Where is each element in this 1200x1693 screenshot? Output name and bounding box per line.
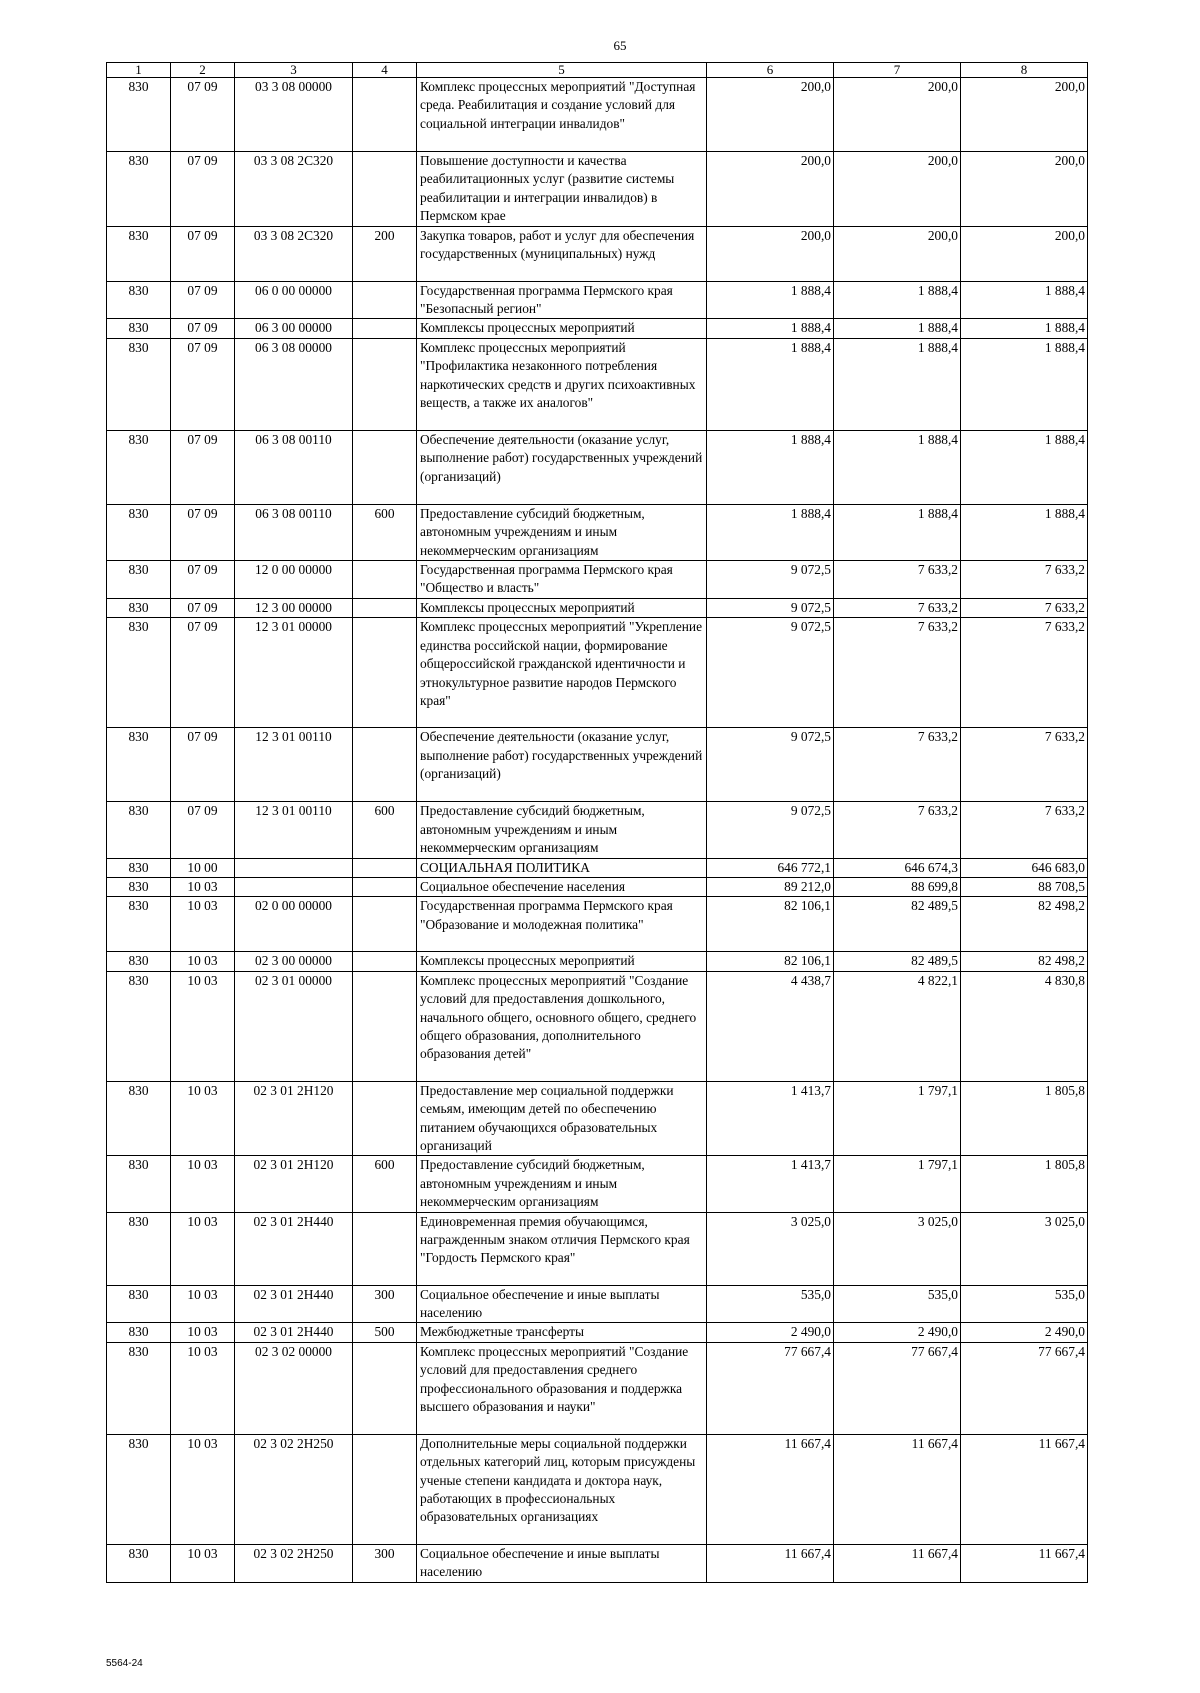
row-amount-col6: 1 888,4 [707, 319, 834, 338]
row-description: Обеспечение деятельности (оказание услуг, выполнение работ) государственных учреждений (организаций) [417, 728, 707, 802]
row-code-expense-type [353, 858, 417, 877]
row-code-section: 07 09 [171, 802, 235, 858]
row-code-admin: 830 [107, 728, 171, 802]
row-code-admin: 830 [107, 897, 171, 952]
table-row [107, 877, 1088, 896]
row-code-admin: 830 [107, 877, 171, 896]
header-row [107, 63, 1088, 78]
row-code-expense-type [353, 430, 417, 504]
row-amount-col8: 535,0 [961, 1285, 1088, 1323]
row-code-target: 02 3 00 00000 [235, 952, 353, 971]
table-row [107, 971, 1088, 1081]
row-code-section: 07 09 [171, 728, 235, 802]
row-amount-col7: 11 667,4 [834, 1544, 961, 1582]
row-code-section: 07 09 [171, 561, 235, 599]
column-header-7: 7 [834, 63, 961, 78]
row-amount-col6: 9 072,5 [707, 728, 834, 802]
table-row [107, 338, 1088, 430]
row-code-expense-type [353, 971, 417, 1081]
row-description: СОЦИАЛЬНАЯ ПОЛИТИКА [417, 858, 707, 877]
row-amount-col8: 82 498,2 [961, 952, 1088, 971]
row-code-expense-type [353, 152, 417, 227]
row-amount-col6: 77 667,4 [707, 1342, 834, 1434]
row-amount-col6: 11 667,4 [707, 1544, 834, 1582]
row-amount-col8: 82 498,2 [961, 897, 1088, 952]
row-code-admin: 830 [107, 504, 171, 560]
budget-table [106, 62, 1088, 1583]
row-code-target: 02 3 01 00000 [235, 971, 353, 1081]
row-amount-col8: 7 633,2 [961, 802, 1088, 858]
row-description: Государственная программа Пермского края "Общество и власть" [417, 561, 707, 599]
column-header-6: 6 [707, 63, 834, 78]
row-amount-col8: 77 667,4 [961, 1342, 1088, 1434]
row-amount-col8: 11 667,4 [961, 1544, 1088, 1582]
row-code-section: 07 09 [171, 430, 235, 504]
row-amount-col7: 3 025,0 [834, 1212, 961, 1285]
row-code-expense-type [353, 281, 417, 319]
row-code-admin: 830 [107, 1081, 171, 1156]
row-code-target: 02 3 01 2Н440 [235, 1212, 353, 1285]
row-code-admin: 830 [107, 561, 171, 599]
row-amount-col6: 1 888,4 [707, 504, 834, 560]
row-code-admin: 830 [107, 1212, 171, 1285]
row-code-section: 07 09 [171, 598, 235, 617]
row-amount-col6: 9 072,5 [707, 802, 834, 858]
row-amount-col8: 1 888,4 [961, 504, 1088, 560]
row-code-admin: 830 [107, 858, 171, 877]
row-code-target: 12 3 01 00000 [235, 618, 353, 728]
row-description: Комплекс процессных мероприятий "Укрепление единства российской нации, формирование общероссийской гражданской идентичности и этнокультурное развитие народов Пермского края" [417, 618, 707, 728]
row-code-admin: 830 [107, 319, 171, 338]
row-amount-col7: 7 633,2 [834, 561, 961, 599]
row-code-expense-type [353, 78, 417, 152]
row-amount-col8: 7 633,2 [961, 598, 1088, 617]
row-code-section: 10 03 [171, 1544, 235, 1582]
table-row [107, 598, 1088, 617]
row-amount-col8: 1 805,8 [961, 1156, 1088, 1212]
row-code-admin: 830 [107, 78, 171, 152]
table-row [107, 561, 1088, 599]
row-code-target: 12 3 00 00000 [235, 598, 353, 617]
table-row [107, 897, 1088, 952]
row-code-section: 10 03 [171, 877, 235, 896]
row-amount-col6: 1 888,4 [707, 430, 834, 504]
row-code-section: 10 03 [171, 1434, 235, 1544]
row-code-target [235, 858, 353, 877]
row-code-section: 07 09 [171, 226, 235, 281]
row-amount-col8: 7 633,2 [961, 561, 1088, 599]
row-amount-col8: 3 025,0 [961, 1212, 1088, 1285]
row-amount-col7: 535,0 [834, 1285, 961, 1323]
row-code-target: 06 3 08 00000 [235, 338, 353, 430]
row-amount-col6: 1 413,7 [707, 1081, 834, 1156]
row-amount-col7: 1 888,4 [834, 281, 961, 319]
row-description: Дополнительные меры социальной поддержки отдельных категорий лиц, которым присуждены ученые степени кандидата и доктора наук, работающих в профессиональных образовательных организациях [417, 1434, 707, 1544]
row-code-target: 02 0 00 00000 [235, 897, 353, 952]
row-amount-col8: 646 683,0 [961, 858, 1088, 877]
row-amount-col8: 200,0 [961, 152, 1088, 227]
row-description: Повышение доступности и качества реабилитационных услуг (развитие системы реабилитации и интеграции инвалидов) в Пермском крае [417, 152, 707, 227]
row-code-admin: 830 [107, 338, 171, 430]
row-code-target: 02 3 02 2Н250 [235, 1434, 353, 1544]
row-amount-col7: 7 633,2 [834, 728, 961, 802]
row-code-section: 10 03 [171, 897, 235, 952]
row-code-expense-type: 200 [353, 226, 417, 281]
row-code-admin: 830 [107, 152, 171, 227]
row-amount-col6: 2 490,0 [707, 1323, 834, 1342]
row-amount-col7: 77 667,4 [834, 1342, 961, 1434]
row-description: Комплекс процессных мероприятий "Создание условий для предоставления дошкольного, начального общего, основного общего, среднего общего образования, дополнительного образования детей" [417, 971, 707, 1081]
row-code-admin: 830 [107, 1342, 171, 1434]
row-code-admin: 830 [107, 1323, 171, 1342]
table-row [107, 728, 1088, 802]
row-code-section: 10 03 [171, 1156, 235, 1212]
row-amount-col7: 82 489,5 [834, 897, 961, 952]
row-amount-col8: 200,0 [961, 226, 1088, 281]
row-amount-col6: 1 888,4 [707, 281, 834, 319]
row-code-section: 07 09 [171, 504, 235, 560]
row-code-target: 06 3 00 00000 [235, 319, 353, 338]
row-description: Предоставление субсидий бюджетным, автономным учреждениям и иным некоммерческим организациям [417, 802, 707, 858]
row-description: Комплекс процессных мероприятий "Доступная среда. Реабилитация и создание условий для социальной интеграции инвалидов" [417, 78, 707, 152]
row-code-expense-type [353, 338, 417, 430]
row-amount-col6: 89 212,0 [707, 877, 834, 896]
table-row [107, 152, 1088, 227]
row-amount-col6: 11 667,4 [707, 1434, 834, 1544]
row-code-target: 02 3 02 2Н250 [235, 1544, 353, 1582]
row-amount-col7: 1 888,4 [834, 430, 961, 504]
row-code-target: 02 3 01 2Н120 [235, 1081, 353, 1156]
table-row [107, 1212, 1088, 1285]
row-amount-col7: 82 489,5 [834, 952, 961, 971]
column-header-1: 1 [107, 63, 171, 78]
row-amount-col7: 200,0 [834, 78, 961, 152]
row-code-admin: 830 [107, 226, 171, 281]
row-amount-col7: 7 633,2 [834, 618, 961, 728]
row-description: Социальное обеспечение и иные выплаты населению [417, 1285, 707, 1323]
column-header-4: 4 [353, 63, 417, 78]
row-code-target: 06 3 08 00110 [235, 430, 353, 504]
row-code-expense-type: 600 [353, 1156, 417, 1212]
row-amount-col7: 200,0 [834, 152, 961, 227]
row-amount-col8: 88 708,5 [961, 877, 1088, 896]
row-description: Предоставление субсидий бюджетным, автономным учреждениям и иным некоммерческим организациям [417, 504, 707, 560]
column-header-2: 2 [171, 63, 235, 78]
column-header-8: 8 [961, 63, 1088, 78]
table-row [107, 618, 1088, 728]
row-amount-col7: 1 797,1 [834, 1081, 961, 1156]
row-code-section: 10 03 [171, 1212, 235, 1285]
row-code-admin: 830 [107, 802, 171, 858]
row-code-expense-type [353, 1342, 417, 1434]
row-description: Государственная программа Пермского края "Безопасный регион" [417, 281, 707, 319]
row-code-section: 10 03 [171, 1285, 235, 1323]
row-description: Комплекс процессных мероприятий "Создание условий для предоставления среднего профессионального образования и поддержка высшего образования и науки" [417, 1342, 707, 1434]
row-amount-col6: 646 772,1 [707, 858, 834, 877]
row-amount-col7: 2 490,0 [834, 1323, 961, 1342]
row-amount-col6: 200,0 [707, 78, 834, 152]
table-body [107, 78, 1088, 1583]
row-amount-col8: 1 805,8 [961, 1081, 1088, 1156]
row-amount-col6: 9 072,5 [707, 561, 834, 599]
row-code-expense-type: 300 [353, 1285, 417, 1323]
row-amount-col7: 88 699,8 [834, 877, 961, 896]
row-amount-col8: 1 888,4 [961, 319, 1088, 338]
row-amount-col7: 11 667,4 [834, 1434, 961, 1544]
row-code-target [235, 877, 353, 896]
row-amount-col8: 7 633,2 [961, 618, 1088, 728]
row-code-target: 02 3 01 2Н440 [235, 1323, 353, 1342]
row-description: Государственная программа Пермского края "Образование и молодежная политика" [417, 897, 707, 952]
row-description: Предоставление субсидий бюджетным, автономным учреждениям и иным некоммерческим организациям [417, 1156, 707, 1212]
row-amount-col8: 11 667,4 [961, 1434, 1088, 1544]
row-amount-col8: 4 830,8 [961, 971, 1088, 1081]
row-amount-col6: 1 413,7 [707, 1156, 834, 1212]
row-description: Закупка товаров, работ и услуг для обеспечения государственных (муниципальных) нужд [417, 226, 707, 281]
row-code-expense-type [353, 598, 417, 617]
row-amount-col6: 200,0 [707, 226, 834, 281]
row-description: Обеспечение деятельности (оказание услуг, выполнение работ) государственных учреждений (организаций) [417, 430, 707, 504]
row-code-admin: 830 [107, 598, 171, 617]
row-amount-col6: 4 438,7 [707, 971, 834, 1081]
row-description: Единовременная премия обучающимся, награжденным знаком отличия Пермского края "Гордость Пермского края" [417, 1212, 707, 1285]
row-amount-col7: 7 633,2 [834, 598, 961, 617]
row-code-expense-type [353, 897, 417, 952]
column-header-5: 5 [417, 63, 707, 78]
row-amount-col8: 1 888,4 [961, 430, 1088, 504]
table-row [107, 504, 1088, 560]
row-code-expense-type [353, 1081, 417, 1156]
row-code-target: 02 3 01 2Н120 [235, 1156, 353, 1212]
row-code-expense-type: 600 [353, 504, 417, 560]
row-amount-col7: 1 797,1 [834, 1156, 961, 1212]
row-code-admin: 830 [107, 1156, 171, 1212]
row-code-target: 12 0 00 00000 [235, 561, 353, 599]
row-code-expense-type [353, 618, 417, 728]
table-row [107, 1323, 1088, 1342]
row-code-target: 02 3 02 00000 [235, 1342, 353, 1434]
row-amount-col7: 1 888,4 [834, 319, 961, 338]
row-amount-col6: 82 106,1 [707, 952, 834, 971]
row-code-target: 06 0 00 00000 [235, 281, 353, 319]
row-code-expense-type [353, 1434, 417, 1544]
row-description: Комплексы процессных мероприятий [417, 319, 707, 338]
table-row [107, 1544, 1088, 1582]
row-amount-col6: 535,0 [707, 1285, 834, 1323]
row-code-section: 07 09 [171, 338, 235, 430]
row-code-admin: 830 [107, 430, 171, 504]
table-row [107, 430, 1088, 504]
row-amount-col6: 200,0 [707, 152, 834, 227]
row-code-target: 03 3 08 2С320 [235, 152, 353, 227]
table-row [107, 226, 1088, 281]
row-amount-col8: 1 888,4 [961, 338, 1088, 430]
table-row [107, 78, 1088, 152]
footer-code: 5564-24 [106, 1658, 143, 1669]
row-amount-col6: 82 106,1 [707, 897, 834, 952]
row-code-expense-type [353, 728, 417, 802]
row-amount-col6: 9 072,5 [707, 618, 834, 728]
row-description: Социальное обеспечение и иные выплаты населению [417, 1544, 707, 1582]
row-amount-col8: 1 888,4 [961, 281, 1088, 319]
table-row [107, 1081, 1088, 1156]
row-code-admin: 830 [107, 952, 171, 971]
row-code-expense-type [353, 1212, 417, 1285]
table-row [107, 281, 1088, 319]
column-header-3: 3 [235, 63, 353, 78]
row-code-section: 10 03 [171, 1081, 235, 1156]
row-code-section: 10 00 [171, 858, 235, 877]
table-row [107, 1156, 1088, 1212]
row-code-expense-type [353, 561, 417, 599]
row-code-admin: 830 [107, 971, 171, 1081]
row-amount-col7: 4 822,1 [834, 971, 961, 1081]
row-amount-col7: 646 674,3 [834, 858, 961, 877]
row-description: Предоставление мер социальной поддержки семьям, имеющим детей по обеспечению питанием обучающихся образовательных организаций [417, 1081, 707, 1156]
row-amount-col6: 9 072,5 [707, 598, 834, 617]
page-number: 65 [613, 38, 627, 53]
row-amount-col8: 2 490,0 [961, 1323, 1088, 1342]
row-code-expense-type [353, 319, 417, 338]
row-amount-col7: 7 633,2 [834, 802, 961, 858]
row-code-section: 10 03 [171, 971, 235, 1081]
table-row [107, 1342, 1088, 1434]
row-amount-col7: 1 888,4 [834, 338, 961, 430]
table-row [107, 802, 1088, 858]
row-amount-col6: 1 888,4 [707, 338, 834, 430]
row-code-section: 07 09 [171, 78, 235, 152]
row-code-expense-type: 300 [353, 1544, 417, 1582]
row-amount-col8: 200,0 [961, 78, 1088, 152]
row-code-section: 10 03 [171, 1342, 235, 1434]
row-code-section: 10 03 [171, 1323, 235, 1342]
row-code-admin: 830 [107, 618, 171, 728]
row-code-admin: 830 [107, 1434, 171, 1544]
row-code-admin: 830 [107, 1285, 171, 1323]
row-code-target: 02 3 01 2Н440 [235, 1285, 353, 1323]
row-code-section: 10 03 [171, 952, 235, 971]
row-code-target: 12 3 01 00110 [235, 728, 353, 802]
row-code-expense-type [353, 952, 417, 971]
row-code-admin: 830 [107, 1544, 171, 1582]
row-description: Комплексы процессных мероприятий [417, 598, 707, 617]
table-row [107, 1434, 1088, 1544]
row-code-expense-type: 500 [353, 1323, 417, 1342]
row-code-target: 06 3 08 00110 [235, 504, 353, 560]
row-amount-col8: 7 633,2 [961, 728, 1088, 802]
row-code-section: 07 09 [171, 618, 235, 728]
row-amount-col7: 200,0 [834, 226, 961, 281]
row-code-section: 07 09 [171, 281, 235, 319]
row-code-section: 07 09 [171, 319, 235, 338]
row-code-section: 07 09 [171, 152, 235, 227]
table-row [107, 952, 1088, 971]
row-code-expense-type [353, 877, 417, 896]
row-description: Межбюджетные трансферты [417, 1323, 707, 1342]
row-description: Социальное обеспечение населения [417, 877, 707, 896]
row-amount-col7: 1 888,4 [834, 504, 961, 560]
table-row [107, 319, 1088, 338]
row-code-target: 03 3 08 00000 [235, 78, 353, 152]
row-code-admin: 830 [107, 281, 171, 319]
row-amount-col6: 3 025,0 [707, 1212, 834, 1285]
row-description: Комплексы процессных мероприятий [417, 952, 707, 971]
row-code-target: 03 3 08 2С320 [235, 226, 353, 281]
table-row [107, 858, 1088, 877]
table-row [107, 1285, 1088, 1323]
row-code-target: 12 3 01 00110 [235, 802, 353, 858]
row-description: Комплекс процессных мероприятий "Профилактика незаконного потребления наркотических средств и других психоактивных веществ, а также их аналогов" [417, 338, 707, 430]
row-code-expense-type: 600 [353, 802, 417, 858]
